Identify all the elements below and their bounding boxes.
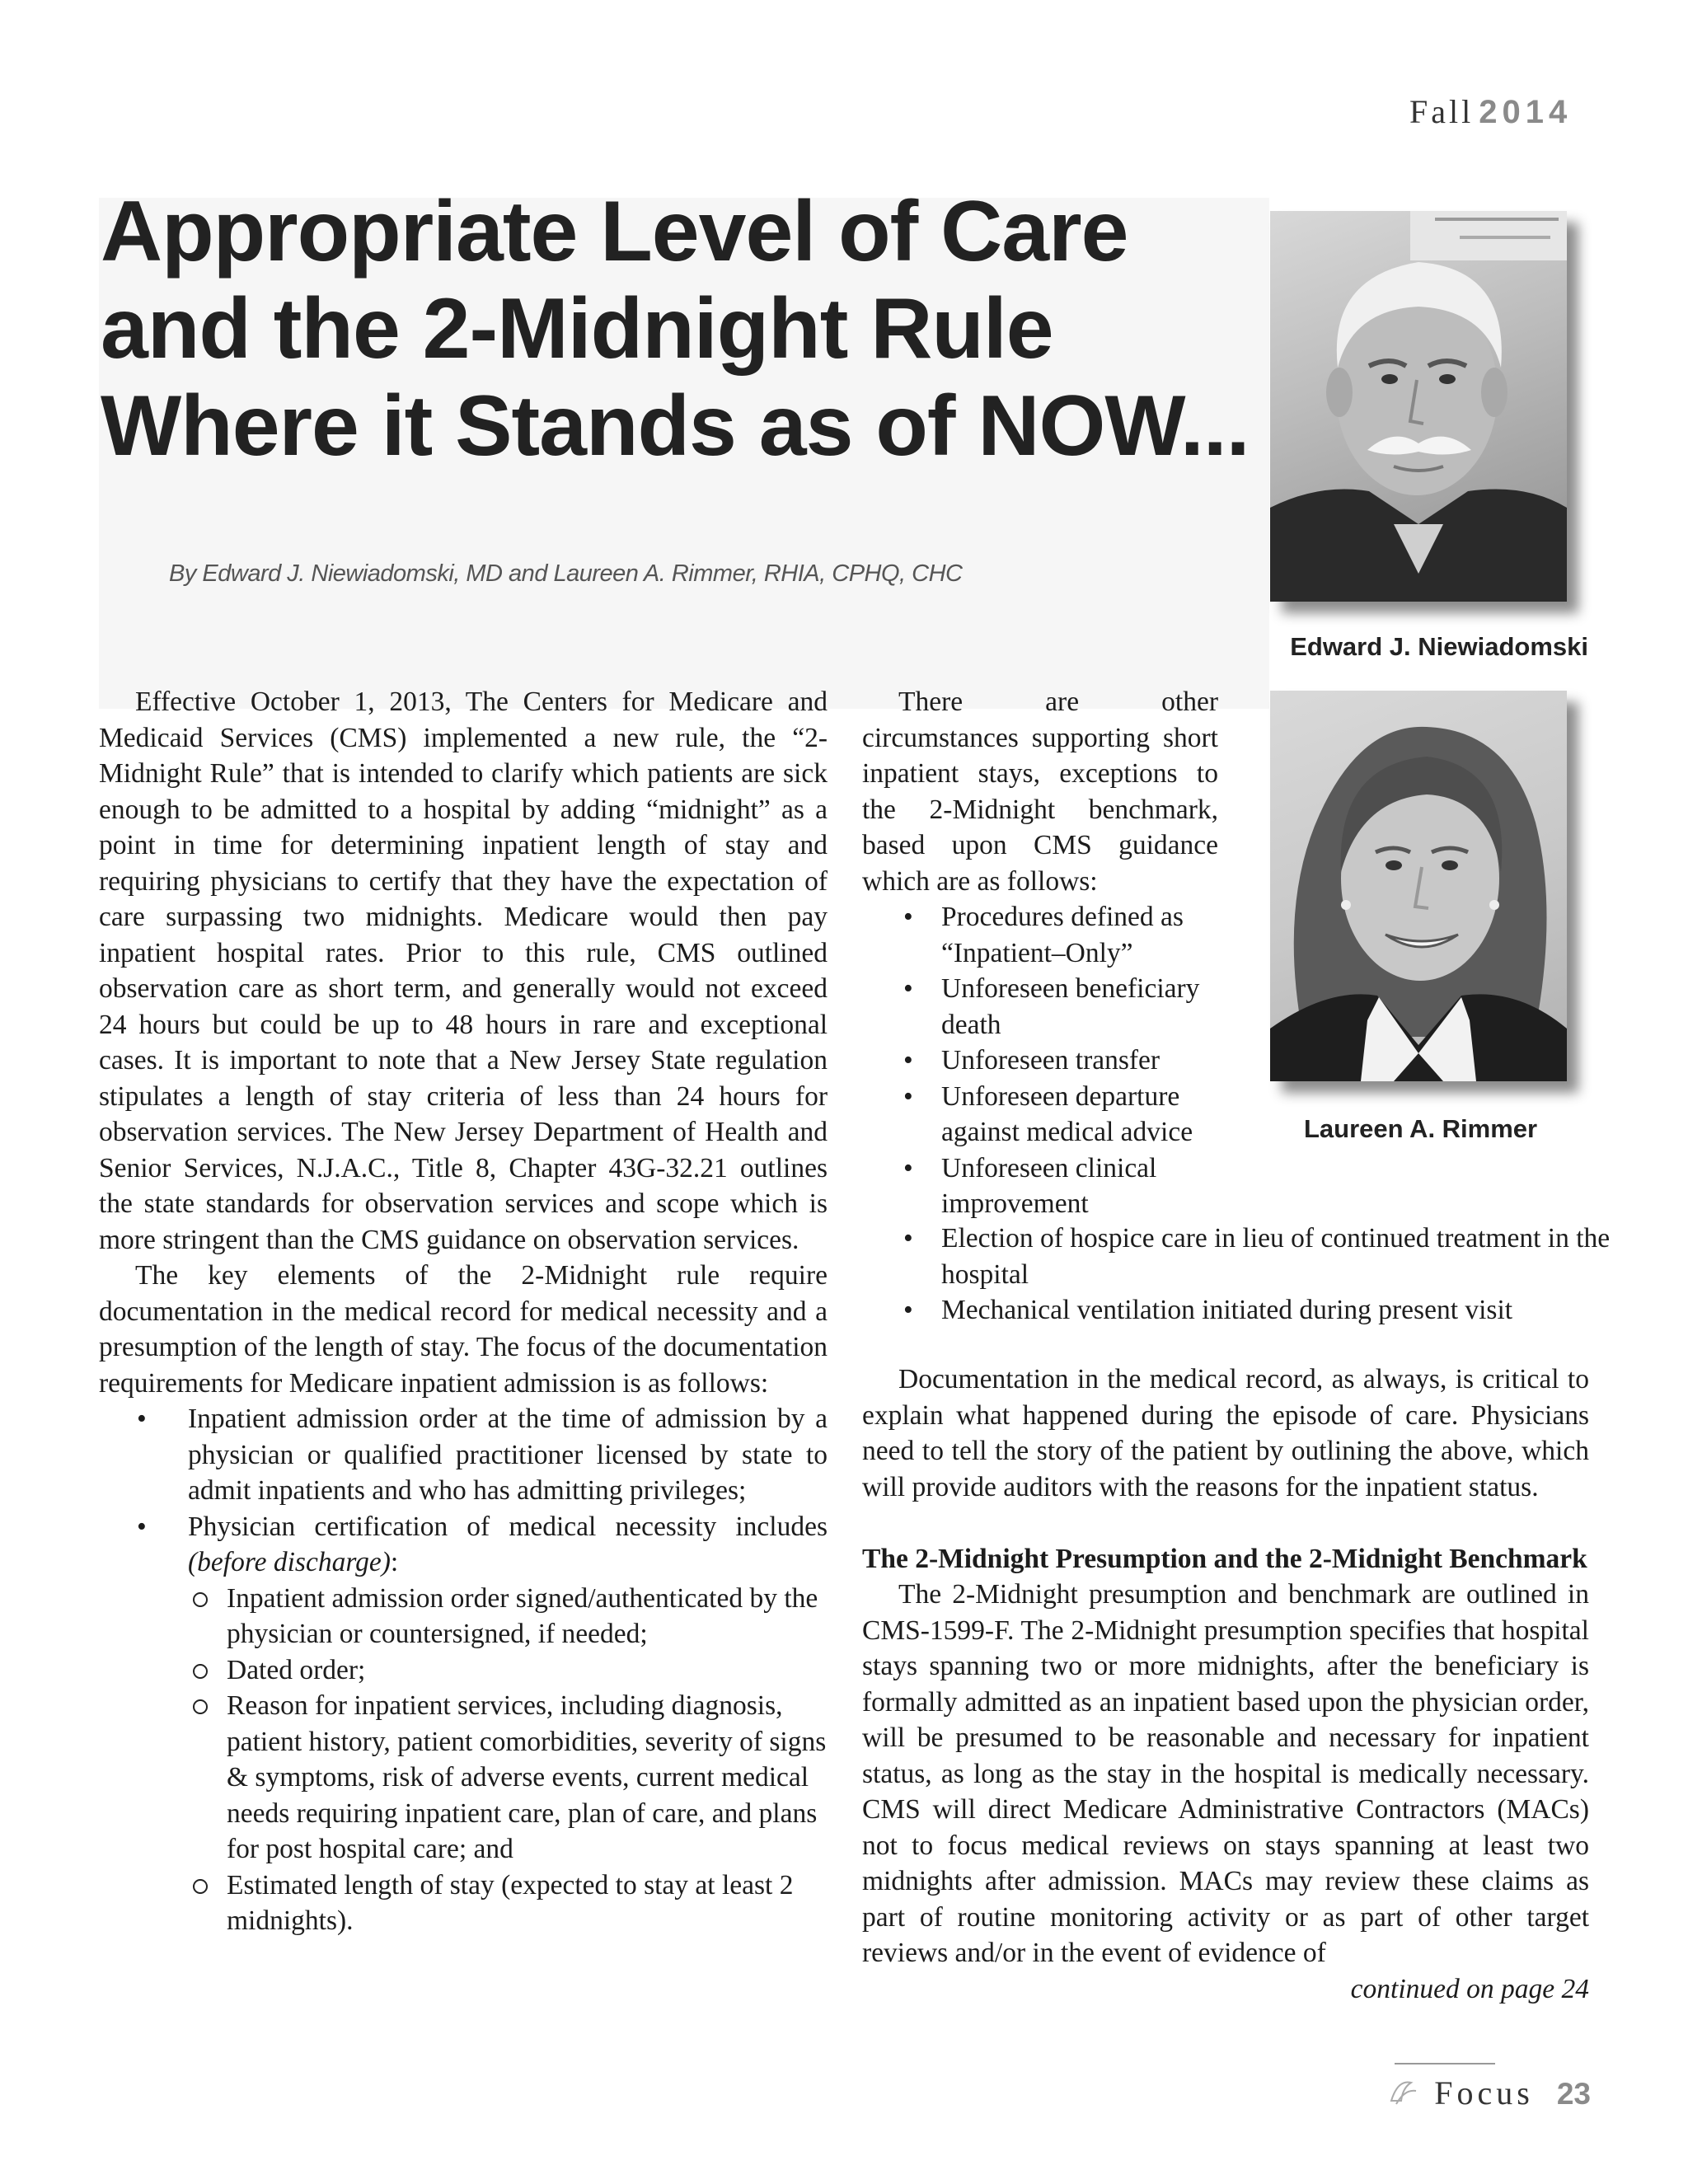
exceptions-intro: There are other circumstances supporting short inpatient stays, exceptions to the 2-Midnight benchmark, based upon CMS guidance which are as follows: — [862, 687, 1218, 897]
exceptions-list — [862, 899, 1218, 1222]
title-line: Where it Stands as of NOW... — [101, 378, 1250, 474]
list-item-text-main: Physician certification of medical necessity includes — [188, 1511, 828, 1542]
author1-caption: Edward J. Niewiadomski — [1290, 632, 1588, 661]
sub-list-item: Reason for inpatient services, including diagnosis, patient history, patient comorbidities, severity of signs & symptoms, risk of adverse events, current medical needs requiring inpatient care, plan of care, and plans for post hospital care; and — [99, 1688, 828, 1868]
page-footer — [1434, 2074, 1591, 2112]
sub-list-item: Inpatient admission order signed/authenticated by the physician or countersigned, if needed; — [99, 1581, 828, 1652]
list-item — [99, 1509, 828, 1939]
focus-logo-icon — [1386, 2076, 1419, 2109]
list-item: • Mechanical ventilation initiated during present visit — [862, 1292, 1629, 1329]
portrait-illustration — [1270, 691, 1567, 1081]
list-item: • Unforeseen transfer — [862, 1043, 1218, 1079]
right-column-bottom — [862, 1361, 1589, 2007]
issue-date — [1409, 92, 1572, 131]
list-item-text: • Inpatient admission order at the time of admission by a physician or qualified practitioner licensed by state to admit inpatients and who has admitting privileges; — [188, 1404, 828, 1506]
certification-sublist — [99, 1581, 828, 1939]
page-number: 23 — [1556, 2077, 1591, 2111]
intro-paragraph: Effective October 1, 2013, The Centers for Medicare and Medicaid Services (CMS) implemented a new rule, the “2-Midnight Rule” that is intended to clarify which patients are sick enough to be admitted to a hospital by adding “midnight” as a point in time for determining inpatient length of stay and requiring physicians to certify that they have the expectation of care surpassing two midnights. Medicare would then pay inpatient hospital rates. Prior to this rule, CMS outlined observation care as short term, and generally would not exceed 24 hours but could be up to 48 hours in rare and exceptional cases. It is important to note that a New Jersey State regulation stipulates a length of stay criteria of less than 24 hours for observation services. The New Jersey Department of Health and Senior Services, N.J.A.C., Title 8, Chapter 43G-32.21 outlines the state standards for observation services and scope which is more stringent than the CMS guidance on observation services. — [99, 687, 828, 1255]
presumption-paragraph: The 2-Midnight presumption and benchmark are outlined in CMS-1599-F. The 2-Midnight presumption specifies that hospital stays spanning two or more midnights, after the beneficiary is formally admitted as an inpatient based upon the physician order, will be presumed to be reasonable and necessary for inpatient status, as long as the stay in the hospital is medically necessary. CMS will direct Medicare Administrative Contractors (MACs) not to focus medical reviews on stays spanning at least two midnights after admission. MACs may review these claims as part of routine monitoring activity or as part of other target reviews and/or in the event of evidence of — [862, 1579, 1589, 1968]
list-item-text — [188, 1509, 828, 1581]
article-title — [101, 183, 1271, 475]
list-item: • Procedures defined as “Inpatient–Only” — [862, 899, 1218, 971]
left-column — [99, 684, 828, 1939]
list-item — [99, 1401, 828, 1509]
documentation-paragraph: Documentation in the medical record, as always, is critical to explain what happened during the episode of care. Physicians need to tell the story of the patient by outlining the above, which will provide auditors with the reasons for the inpatient status. — [862, 1364, 1589, 1502]
author-photo-niewiadomski — [1270, 211, 1567, 602]
title-line: and the 2-Midnight Rule — [101, 281, 1053, 377]
footer-divider — [1395, 2063, 1495, 2064]
exceptions-list-continued — [862, 1221, 1629, 1329]
documentation-requirements-list — [99, 1401, 828, 1939]
list-item: • Unforeseen clinical improvement — [862, 1151, 1218, 1222]
list-item-colon: : — [390, 1547, 399, 1577]
issue-season: Fall — [1409, 93, 1475, 130]
magazine-name: Focus — [1434, 2074, 1534, 2111]
list-item: • Unforeseen beneficiary death — [862, 971, 1218, 1043]
list-item-text-italic: (before discharge) — [188, 1547, 391, 1577]
title-line: Appropriate Level of Care — [101, 184, 1128, 279]
section-heading: The 2-Midnight Presumption and the 2-Midnight Benchmark — [862, 1543, 1587, 1574]
author-photo-rimmer — [1270, 691, 1567, 1081]
author2-caption: Laureen A. Rimmer — [1304, 1114, 1538, 1143]
issue-year: 2014 — [1479, 94, 1573, 130]
list-item: • Unforeseen departure against medical advice — [862, 1079, 1218, 1151]
sub-list-item: Estimated length of stay (expected to stay at least 2 midnights). — [99, 1868, 828, 1939]
list-item: • Election of hospice care in lieu of continued treatment in the hospital — [862, 1221, 1629, 1292]
right-column-top — [862, 684, 1218, 1222]
key-elements-paragraph: The key elements of the 2-Midnight rule require documentation in the medical record for medical necessity and a presumption of the length of stay. The focus of the documentation requirements for Medicare inpatient admission is as follows: — [99, 1260, 828, 1399]
exceptions-list-wide — [862, 1221, 1629, 1329]
portrait-illustration — [1270, 211, 1567, 602]
sub-list-item: Dated order; — [99, 1652, 828, 1689]
continued-link[interactable]: continued on page 24 — [1350, 1973, 1589, 2004]
byline: By Edward J. Niewiadomski, MD and Laureen A. Rimmer, RHIA, CPHQ, CHC — [169, 560, 963, 587]
